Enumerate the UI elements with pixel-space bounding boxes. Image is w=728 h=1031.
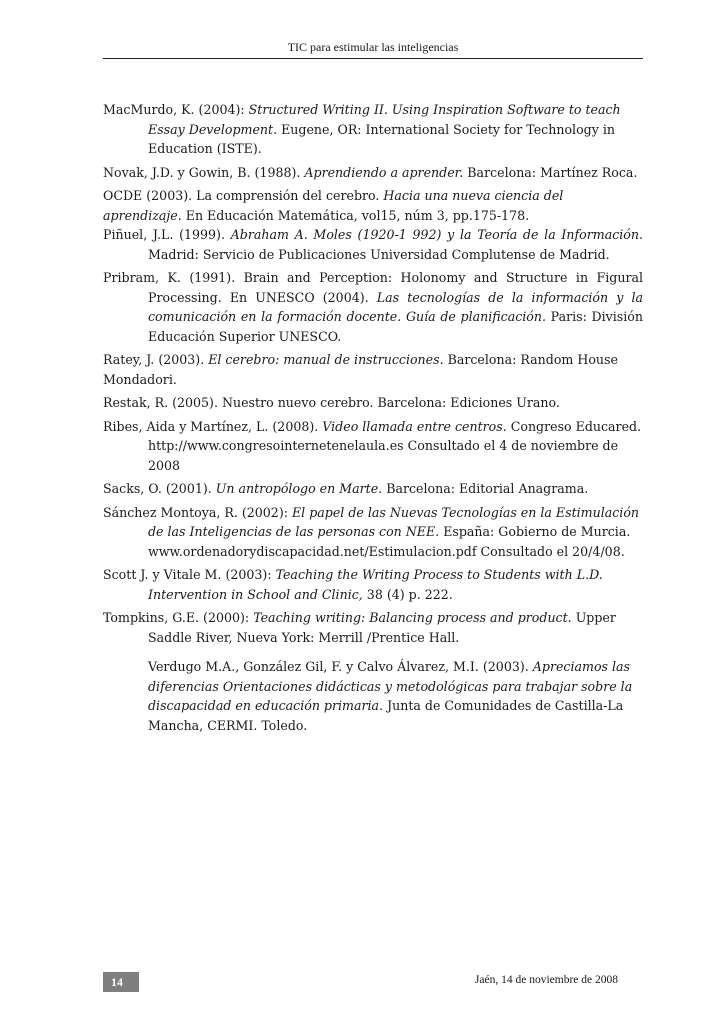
reference-entry: Sánchez Montoya, R. (2002): El papel de las Nuevas Tecnologías en la Estimulación de las Inteligencias de las personas con NEE. España: Gobierno de Murcia. www.ordenadorydiscapacidad.net/Estimulacion.pdf Consultado el 20/4/08.	[103, 504, 640, 559]
footer-date: Jaén, 14 de noviembre de 2008	[474, 974, 618, 986]
reference-entry: Scott J. y Vitale M. (2003): Teaching the Writing Process to Students with L.D. Intervention in School and Clinic, 38 (4) p. 222.	[103, 567, 603, 602]
references-list	[103, 100, 643, 739]
header-rule	[103, 58, 643, 59]
reference-entry: Piñuel, J.L. (1999). Abraham A. Moles (1920-1 992) y la Teoría de la Información. Madrid: Servicio de Publicaciones Universidad Complutense de Madrid.	[103, 227, 643, 262]
page-number: 14	[103, 972, 139, 992]
reference-entry: Sacks, O. (2001). Un antropólogo en Marte. Barcelona: Editorial Anagrama.	[103, 481, 589, 496]
reference-entry: Restak, R. (2005). Nuestro nuevo cerebro. Barcelona: Ediciones Urano.	[103, 395, 560, 410]
reference-entry: Novak, J.D. y Gowin, B. (1988). Aprendiendo a aprender. Barcelona: Martínez Roca.	[103, 164, 638, 180]
reference-entry: OCDE (2003). La comprensión del cerebro. Hacia una nueva ciencia del aprendizaje. En Educación Matemática, vol15, núm 3, pp.175-178.	[103, 188, 564, 223]
running-header: TIC para estimular las inteligencias	[287, 40, 459, 54]
reference-entry: Ribes, Aida y Martínez, L. (2008). Video llamada entre centros. Congreso Educared. http://www.congresointernetenelaula.es Consultado el 4 de noviembre de 2008	[103, 418, 642, 473]
reference-entry: Ratey, J. (2003). El cerebro: manual de instrucciones. Barcelona: Random House Mondadori.	[103, 352, 618, 387]
reference-entry: Pribram, K. (1991). Brain and Perception: Holonomy and Structure in Figural Processing. En UNESCO (2004). Las tecnologías de la información y la comunicación en la formación docente. Guía de planificación. Paris: División Educación Superior UNESCO.	[103, 270, 643, 344]
reference-entry: MacMurdo, K. (2004): Structured Writing II. Using Inspiration Software to teach Essay Development. Eugene, OR: International Society for Technology in Education (ISTE).	[103, 102, 621, 156]
reference-entry: Tompkins, G.E. (2000): Teaching writing: Balancing process and product. Upper Saddle River, Nueva York: Merrill /Prentice Hall.	[103, 610, 616, 645]
reference-entry: Verdugo M.A., González Gil, F. y Calvo Álvarez, M.I. (2003). Apreciamos las diferencias Orientaciones didácticas y metodológicas para trabajar sobre la discapacidad en educación primaria. Junta de Comunidades de Castilla-La Mancha, CERMI. Toledo.	[148, 659, 633, 733]
